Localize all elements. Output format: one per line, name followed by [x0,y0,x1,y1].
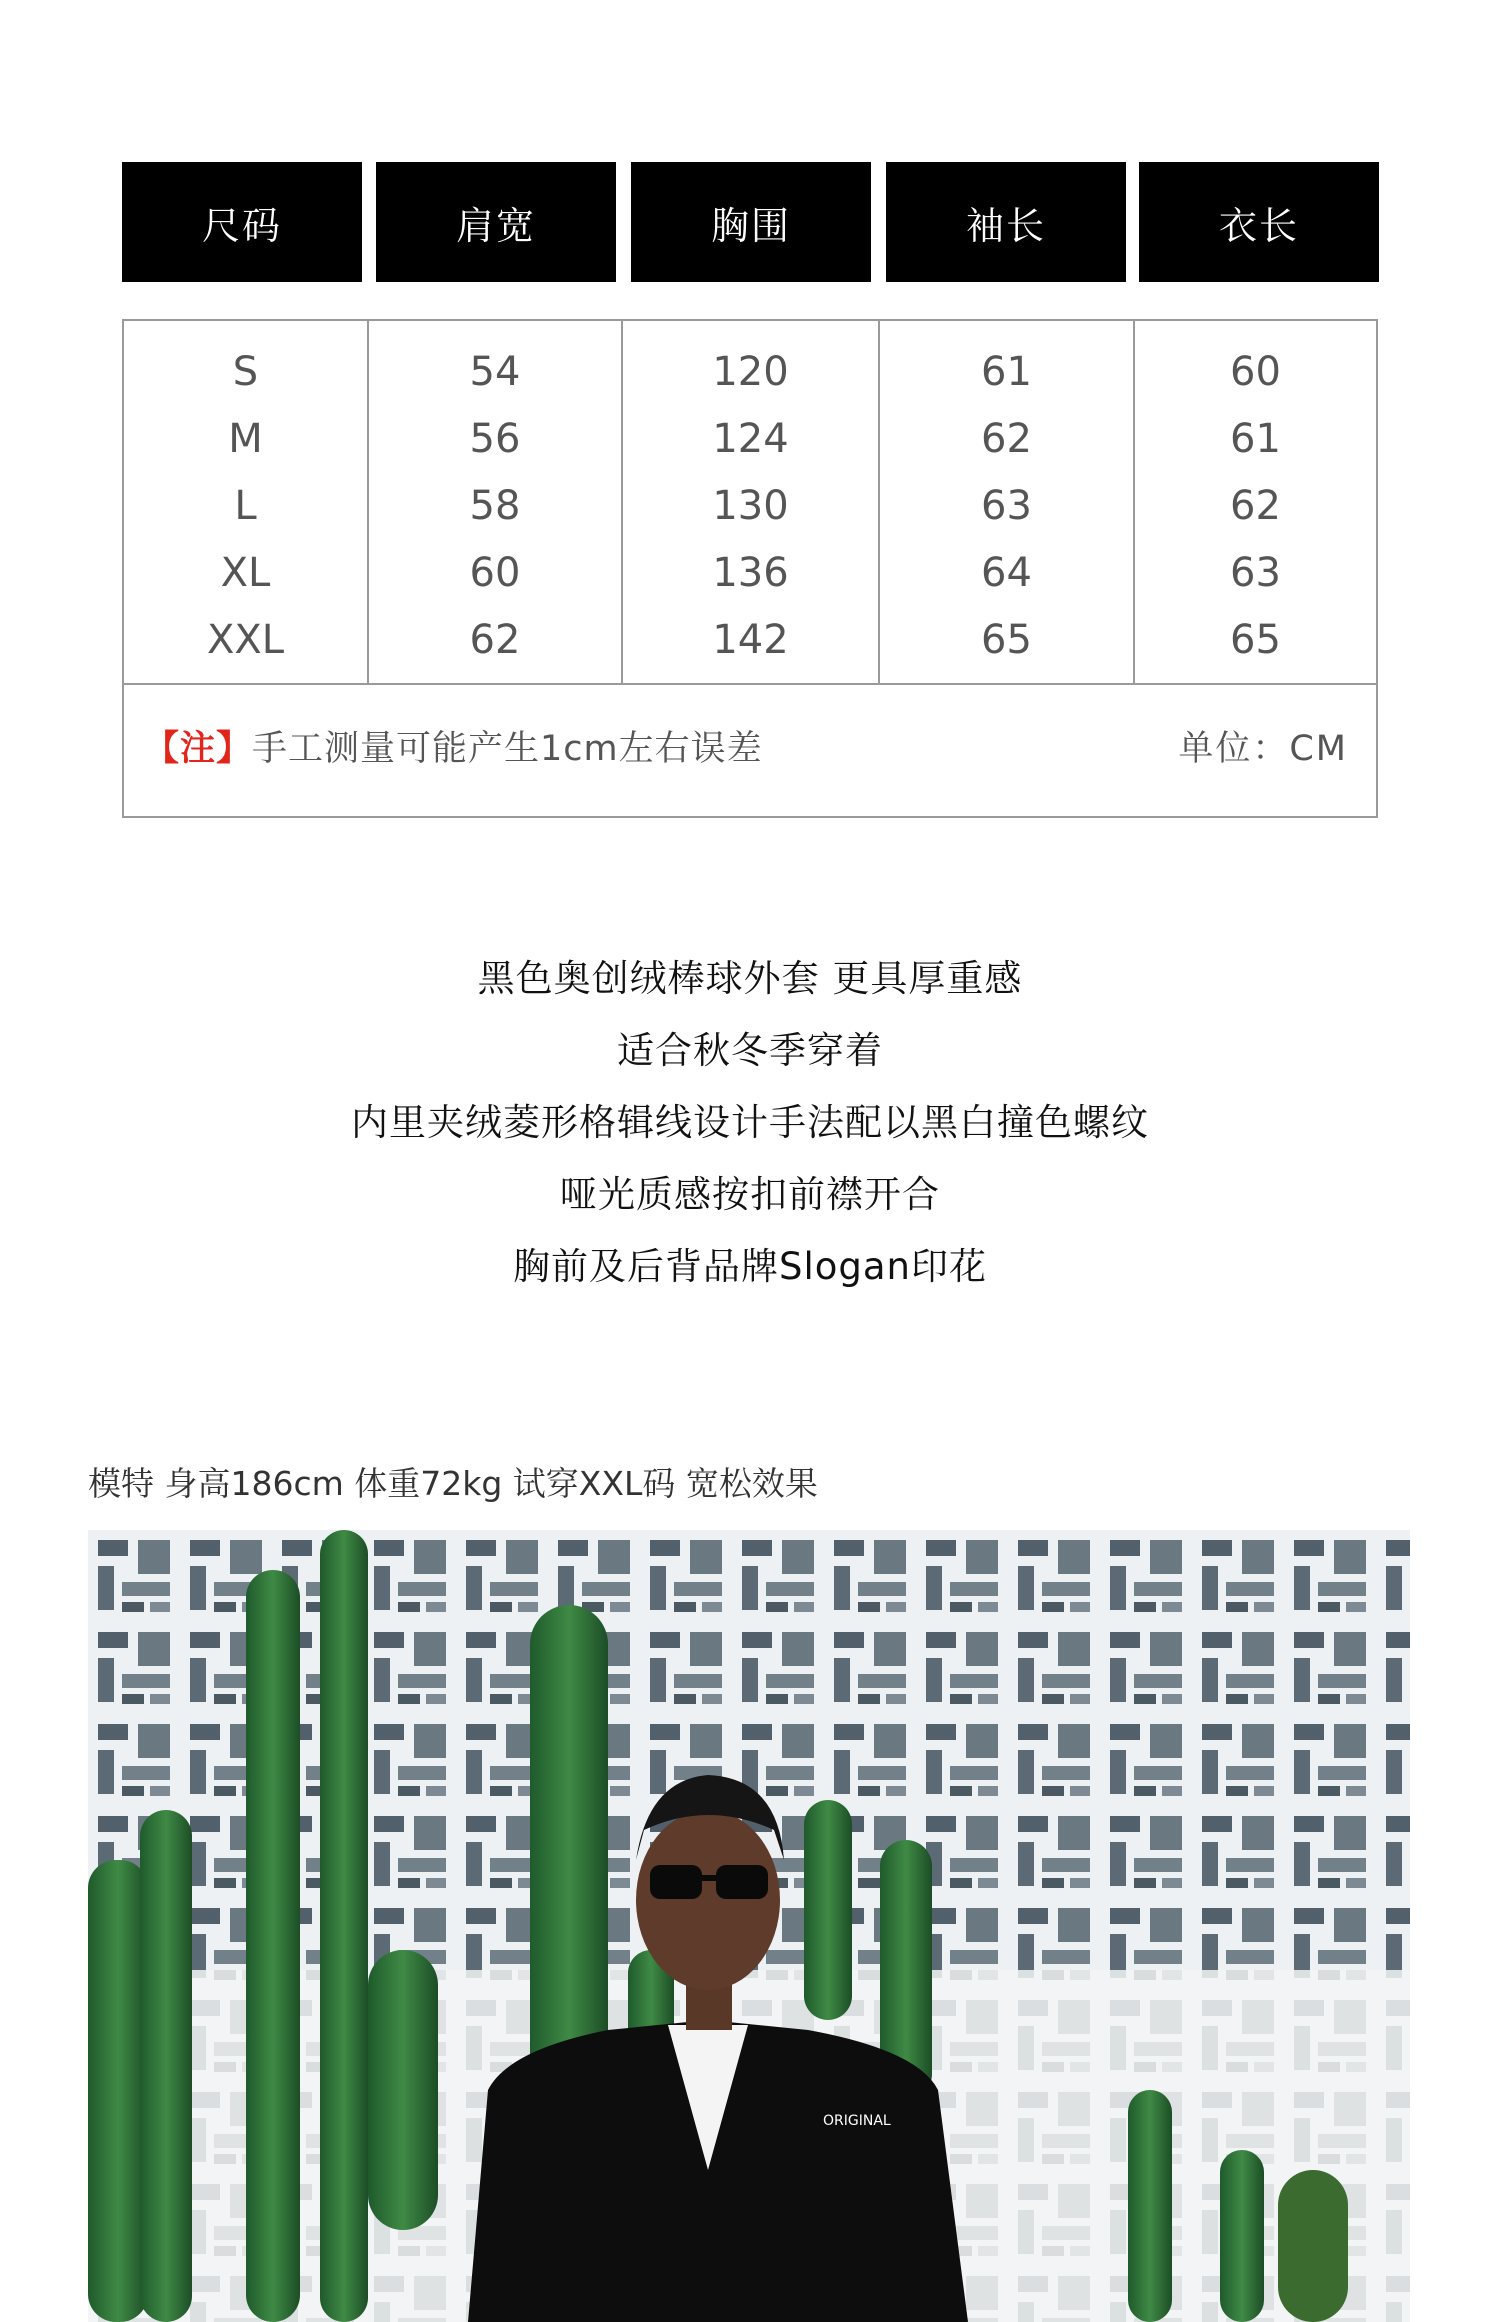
note-text: 手工测量可能产生1cm左右误差 [252,729,763,769]
table-cell: XXL [206,617,285,663]
unit-label: 单位：CM [1178,729,1348,769]
size-table [122,319,1378,818]
description-line: 胸前及后背品牌Slogan印花 [512,1245,987,1288]
table-cell: 65 [1230,617,1281,663]
table-cell: 136 [712,550,789,596]
header-chest [631,162,871,282]
description-line: 内里夹绒菱形格辑线设计手法配以黑白撞色螺纹 [351,1101,1149,1144]
header-label: 胸围 [710,203,791,248]
description-line: 适合秋冬季穿着 [617,1029,883,1072]
table-cell: 65 [981,617,1032,663]
description-line: 哑光质感按扣前襟开合 [560,1173,940,1216]
column-size [124,339,367,674]
table-cell: 62 [1230,483,1281,529]
table-cell: 142 [712,617,789,663]
table-cell: 54 [469,349,521,395]
table-cell: 61 [981,349,1032,395]
column-shoulder [369,339,621,674]
table-cell: 120 [712,349,789,395]
table-cell: 124 [712,416,789,462]
description-line: 黑色奥创绒棒球外套 更具厚重感 [477,957,1023,1000]
jacket-print: ORIGINAL [823,2113,891,2129]
header-label: 尺码 [201,203,282,248]
table-cell: XL [220,550,271,596]
table-cell: 58 [469,483,521,529]
header-shoulder [376,162,616,282]
column-length [1135,339,1376,674]
model-photo [88,1530,1410,2322]
table-cell: 56 [469,416,521,462]
table-cell: 63 [1230,550,1281,596]
model-photo-illustration [88,1530,1410,2322]
divider [124,683,1376,685]
table-cell: 63 [981,483,1032,529]
product-description [0,943,1500,1303]
table-cell: 64 [981,550,1032,596]
table-cell: 130 [712,483,789,529]
table-cell: L [234,483,257,529]
measurement-note [144,721,763,771]
header-size [122,162,362,282]
table-cell: 60 [469,550,521,596]
table-cell: M [228,416,263,462]
header-length [1139,162,1379,282]
note-tag: 【注】 [144,729,253,769]
header-sleeve [886,162,1126,282]
table-cell: S [232,349,259,395]
header-label: 衣长 [1218,203,1299,248]
table-cell: 61 [1230,416,1281,462]
table-cell: 62 [981,416,1032,462]
table-cell: 62 [469,617,521,663]
model-info: 模特 身高186cm 体重72kg 试穿XXL码 宽松效果 [88,1464,818,1503]
table-cell: 60 [1230,349,1281,395]
header-label: 肩宽 [455,203,536,248]
column-sleeve [880,339,1133,674]
column-chest [623,339,878,674]
header-label: 袖长 [965,203,1046,248]
